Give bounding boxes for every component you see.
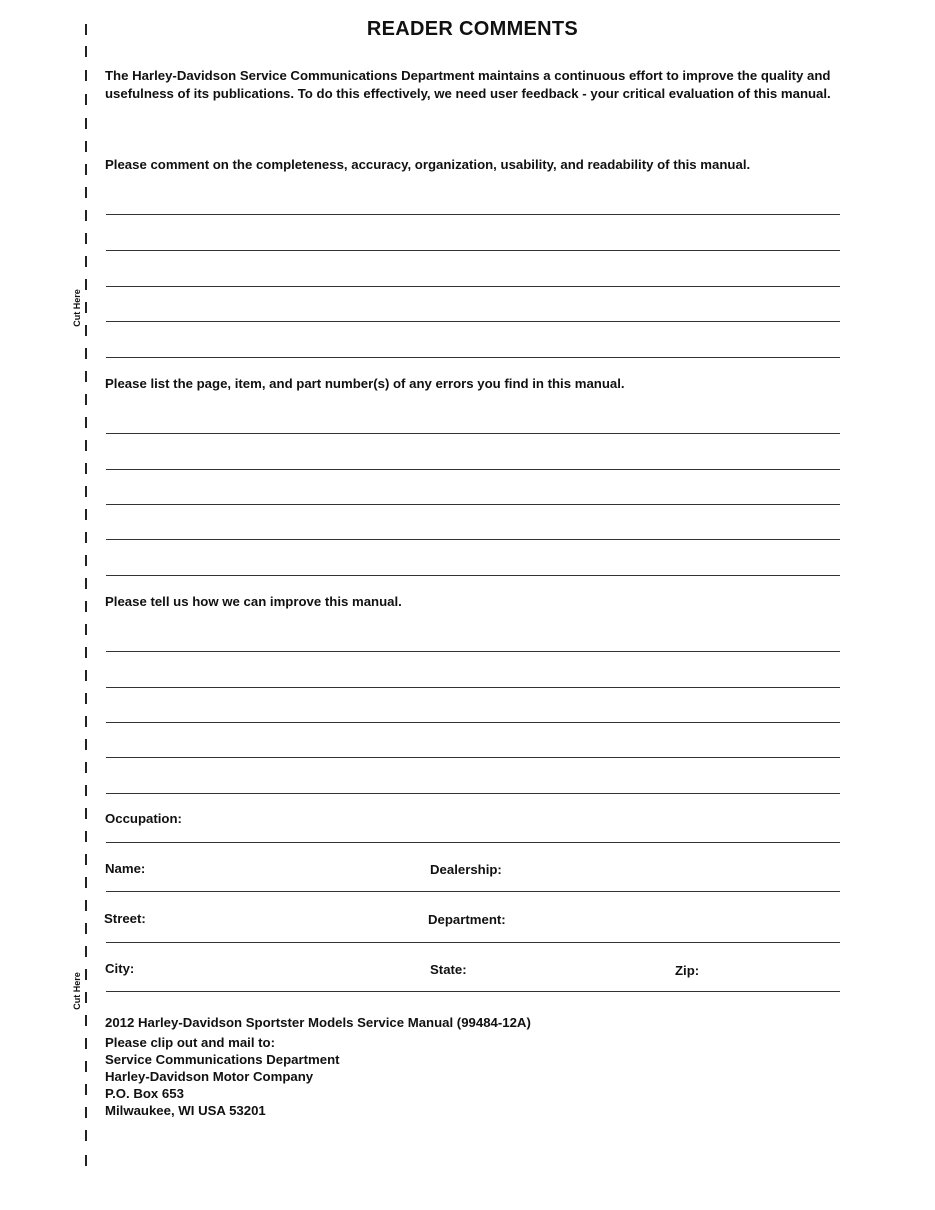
improve-line-1[interactable]: [106, 651, 840, 652]
cut-mark: [85, 141, 87, 152]
cut-mark: [85, 923, 87, 934]
cut-mark: [85, 164, 87, 175]
cut-mark: [85, 233, 87, 244]
improve-line-2[interactable]: [106, 687, 840, 688]
cut-mark: [85, 1061, 87, 1072]
city-label: City:: [105, 961, 135, 976]
errors-line-2[interactable]: [106, 469, 840, 470]
cut-mark: [85, 394, 87, 405]
cut-mark: [85, 187, 87, 198]
address-line: Harley-Davidson Motor Company: [105, 1069, 314, 1084]
intro-paragraph: The Harley-Davidson Service Communications Department maintains a continuous effort to improve the quality and usefulness of its publications. To do this effectively, we need user feedback - your critical evaluation of this manual.: [105, 68, 831, 101]
errors-line-3[interactable]: [106, 504, 840, 505]
cut-mark: [85, 785, 87, 796]
cut-here-label-bottom: Cut Here: [72, 972, 82, 1010]
cut-mark: [85, 210, 87, 221]
cut-mark: [85, 94, 87, 105]
cut-mark: [85, 46, 87, 57]
cut-mark: [85, 532, 87, 543]
mailing-block: [105, 1014, 531, 1119]
cut-mark: [85, 992, 87, 1003]
errors-line-4[interactable]: [106, 539, 840, 540]
manual-title: 2012 Harley-Davidson Sportster Models Service Manual (99484-12A): [105, 1015, 531, 1030]
address-line: Service Communications Department: [105, 1052, 340, 1067]
comment-line-1[interactable]: [106, 214, 840, 215]
improve-line-3[interactable]: [106, 722, 840, 723]
cut-mark: [85, 1038, 87, 1049]
cut-mark: [85, 24, 87, 35]
city-state-zip-field[interactable]: [106, 991, 840, 992]
cut-mark: [85, 877, 87, 888]
department-label: Department:: [428, 912, 506, 927]
comment-prompt: Please comment on the completeness, accuracy, organization, usability, and readability of this manual.: [105, 157, 751, 172]
cut-mark: [85, 279, 87, 290]
cut-mark: [85, 762, 87, 773]
cut-mark: [85, 831, 87, 842]
comment-line-3[interactable]: [106, 286, 840, 287]
address-line: P.O. Box 653: [105, 1086, 184, 1101]
cut-mark: [85, 647, 87, 658]
cut-mark: [85, 509, 87, 520]
cut-mark: [85, 693, 87, 704]
street-department-field[interactable]: [106, 942, 840, 943]
errors-line-5[interactable]: [106, 575, 840, 576]
cut-mark: [85, 624, 87, 635]
address-line: Milwaukee, WI USA 53201: [105, 1103, 266, 1118]
cut-mark: [85, 325, 87, 336]
occupation-label: Occupation:: [105, 811, 182, 826]
cut-mark: [85, 1084, 87, 1095]
errors-line-1[interactable]: [106, 433, 840, 434]
cut-mark: [85, 371, 87, 382]
page-title: READER COMMENTS: [366, 18, 579, 40]
cut-mark: [85, 555, 87, 566]
comment-line-4[interactable]: [106, 321, 840, 322]
cut-mark: [85, 118, 87, 129]
mail-instruction: Please clip out and mail to:: [105, 1035, 276, 1050]
cut-mark: [85, 946, 87, 957]
dealership-label: Dealership:: [430, 862, 502, 877]
zip-label: Zip:: [675, 963, 700, 978]
cut-mark: [85, 1107, 87, 1118]
cut-mark: [85, 578, 87, 589]
cut-mark: [85, 808, 87, 819]
cut-mark: [85, 1015, 87, 1026]
cut-mark: [85, 302, 87, 313]
street-label: Street:: [104, 911, 146, 926]
improve-line-4[interactable]: [106, 757, 840, 758]
cut-mark: [85, 716, 87, 727]
cut-mark: [85, 969, 87, 980]
name-label: Name:: [105, 861, 146, 876]
cut-mark: [85, 417, 87, 428]
cut-mark: [85, 739, 87, 750]
cut-mark: [85, 70, 87, 81]
comment-line-5[interactable]: [106, 357, 840, 358]
state-label: State:: [430, 962, 467, 977]
cut-mark: [85, 854, 87, 865]
cut-mark: [85, 601, 87, 612]
cut-mark: [85, 900, 87, 911]
cut-mark: [85, 670, 87, 681]
improve-line-5[interactable]: [106, 793, 840, 794]
errors-prompt: Please list the page, item, and part number(s) of any errors you find in this manual.: [105, 376, 625, 391]
cut-here-label-top: Cut Here: [72, 289, 82, 327]
cut-mark: [85, 463, 87, 474]
cut-mark: [85, 1155, 87, 1166]
occupation-field[interactable]: [106, 842, 840, 843]
cut-mark: [85, 256, 87, 267]
cut-mark: [85, 440, 87, 451]
name-dealership-field[interactable]: [106, 891, 840, 892]
comment-line-2[interactable]: [106, 250, 840, 251]
cut-mark: [85, 348, 87, 359]
cut-mark: [85, 486, 87, 497]
cut-mark: [85, 1130, 87, 1141]
improve-prompt: Please tell us how we can improve this manual.: [105, 594, 402, 609]
